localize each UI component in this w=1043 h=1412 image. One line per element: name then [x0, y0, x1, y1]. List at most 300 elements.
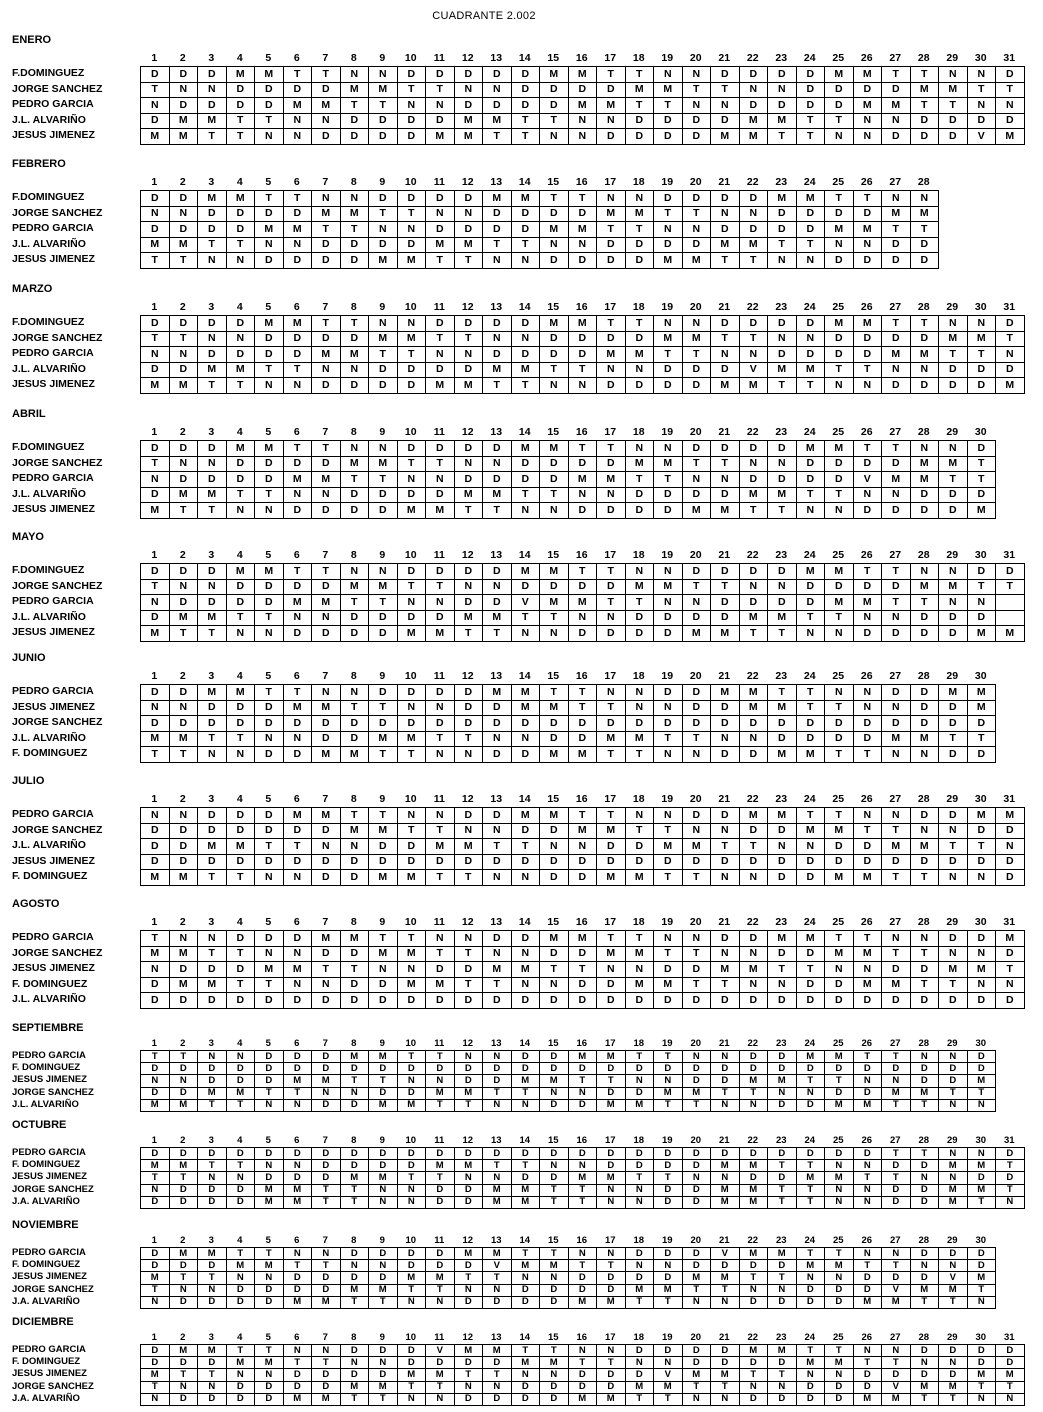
- day-number: 23: [775, 176, 788, 188]
- shift-cell: T: [939, 731, 968, 747]
- month-name: ENERO: [12, 34, 52, 46]
- shift-cell: M: [312, 808, 341, 824]
- shift-cell: D: [711, 700, 740, 716]
- shift-cell: D: [796, 977, 825, 993]
- shift-cell: D: [967, 1357, 996, 1369]
- shift-cell: N: [454, 456, 483, 472]
- shift-cell: D: [682, 685, 711, 701]
- shift-cell: T: [226, 113, 255, 129]
- shift-cell: D: [255, 1393, 284, 1405]
- day-number: 23: [775, 426, 788, 438]
- shift-cell: T: [483, 1369, 512, 1381]
- day-number: 15: [547, 670, 560, 682]
- shift-cell: M: [768, 1345, 797, 1357]
- shift-cell: N: [369, 441, 398, 457]
- shift-cell: D: [454, 1260, 483, 1272]
- shift-cell: N: [141, 1296, 170, 1308]
- shift-cell: N: [910, 747, 939, 763]
- shift-cell: N: [340, 441, 369, 457]
- shift-cell: D: [483, 595, 512, 611]
- shift-cell: M: [283, 1075, 312, 1087]
- shift-cell: N: [483, 456, 512, 472]
- shift-cell: D: [568, 1063, 597, 1075]
- shift-cell: T: [369, 808, 398, 824]
- shift-cell: N: [853, 237, 882, 253]
- shift-cell: M: [454, 1248, 483, 1260]
- shift-cell: D: [597, 579, 626, 595]
- shift-cell: T: [825, 1248, 854, 1260]
- shift-cell: T: [654, 472, 683, 488]
- shift-cell: D: [426, 685, 455, 701]
- shift-cell: T: [369, 206, 398, 222]
- shift-cell: T: [226, 1160, 255, 1172]
- day-number: 16: [576, 1135, 588, 1146]
- shift-cell: D: [739, 191, 768, 207]
- day-number: 9: [379, 1038, 385, 1049]
- shift-cell: D: [426, 564, 455, 580]
- shift-cell: M: [825, 1099, 854, 1111]
- shift-cell: D: [654, 685, 683, 701]
- shift-cell: M: [625, 946, 654, 962]
- day-number: 11: [433, 549, 445, 561]
- shift-cell: M: [967, 1272, 996, 1284]
- shift-cell: N: [682, 747, 711, 763]
- shift-cell: N: [454, 931, 483, 947]
- shift-cell: D: [597, 1087, 626, 1099]
- shift-cell: N: [141, 1184, 170, 1196]
- shift-cell: D: [910, 626, 939, 642]
- employee-name: F. DOMINGUEZ: [12, 747, 88, 759]
- day-number: 8: [350, 301, 357, 313]
- shift-cell: T: [796, 1196, 825, 1208]
- shift-cell: T: [711, 1284, 740, 1296]
- table-row: [141, 1284, 996, 1296]
- day-number: 3: [208, 1235, 214, 1246]
- shift-cell: T: [967, 1196, 996, 1208]
- shift-grid: [140, 1147, 1025, 1209]
- shift-cell: M: [511, 1075, 540, 1087]
- table-row: [141, 870, 1025, 886]
- shift-cell: M: [198, 191, 227, 207]
- employee-name: F.DOMINGUEZ: [12, 564, 85, 576]
- shift-cell: D: [711, 595, 740, 611]
- shift-cell: N: [283, 610, 312, 626]
- shift-cell: N: [939, 946, 968, 962]
- shift-cell: D: [283, 931, 312, 947]
- shift-cell: T: [625, 1393, 654, 1405]
- shift-cell: D: [768, 1063, 797, 1075]
- shift-cell: N: [397, 472, 426, 488]
- day-number: 21: [718, 52, 731, 64]
- shift-cell: D: [882, 1196, 911, 1208]
- shift-cell: D: [454, 716, 483, 732]
- shift-cell: D: [768, 222, 797, 238]
- shift-cell: M: [882, 1296, 911, 1308]
- shift-cell: D: [226, 1196, 255, 1208]
- shift-cell: D: [141, 610, 170, 626]
- shift-cell: D: [711, 993, 740, 1009]
- shift-cell: M: [910, 1087, 939, 1099]
- shift-cell: T: [340, 1296, 369, 1308]
- shift-cell: M: [853, 595, 882, 611]
- shift-cell: D: [568, 1099, 597, 1111]
- day-number: 25: [832, 549, 845, 561]
- shift-cell: T: [910, 67, 939, 83]
- shift-cell: N: [426, 1296, 455, 1308]
- shift-cell: D: [511, 931, 540, 947]
- shift-cell: D: [625, 854, 654, 870]
- day-number: 23: [775, 916, 788, 928]
- shift-cell: N: [967, 977, 996, 993]
- shift-cell: D: [768, 1296, 797, 1308]
- employee-names: [12, 807, 102, 885]
- shift-cell: T: [312, 564, 341, 580]
- shift-cell: D: [141, 1148, 170, 1160]
- shift-cell: M: [625, 870, 654, 886]
- shift-cell: D: [141, 362, 170, 378]
- shift-cell: M: [198, 685, 227, 701]
- shift-cell: D: [169, 222, 198, 238]
- day-number: 25: [832, 426, 845, 438]
- shift-cell: D: [511, 854, 540, 870]
- day-number: 20: [689, 426, 702, 438]
- shift-cell: M: [483, 487, 512, 503]
- day-number: 7: [322, 52, 329, 64]
- shift-cell: N: [939, 1051, 968, 1063]
- day-number: 5: [265, 301, 272, 313]
- day-number: 20: [690, 1332, 702, 1343]
- shift-cell: D: [654, 854, 683, 870]
- shift-cell: T: [568, 1075, 597, 1087]
- table-row: [141, 347, 1025, 363]
- shift-cell: M: [369, 579, 398, 595]
- shift-cell: D: [255, 1051, 284, 1063]
- shift-cell: N: [454, 579, 483, 595]
- shift-cell: D: [625, 503, 654, 519]
- shift-cell: D: [625, 1087, 654, 1099]
- shift-cell: N: [312, 191, 341, 207]
- shift-cell: D: [597, 626, 626, 642]
- shift-cell: D: [483, 206, 512, 222]
- shift-cell: N: [454, 1284, 483, 1296]
- shift-cell: M: [226, 1357, 255, 1369]
- shift-cell: T: [654, 1099, 683, 1111]
- shift-cell: D: [283, 823, 312, 839]
- shift-cell: T: [597, 564, 626, 580]
- shift-cell: T: [625, 1172, 654, 1184]
- day-number: 10: [405, 1135, 417, 1146]
- shift-cell: N: [397, 98, 426, 114]
- day-number: 14: [518, 301, 531, 313]
- shift-cell: N: [597, 610, 626, 626]
- shift-cell: M: [967, 626, 996, 642]
- shift-cell: N: [226, 626, 255, 642]
- shift-cell: M: [369, 870, 398, 886]
- shift-cell: D: [369, 1369, 398, 1381]
- shift-cell: T: [312, 1184, 341, 1196]
- day-number: 13: [490, 1332, 502, 1343]
- shift-cell: D: [283, 716, 312, 732]
- shift-cell: D: [682, 191, 711, 207]
- shift-cell: T: [454, 1272, 483, 1284]
- shift-cell: D: [169, 362, 198, 378]
- day-number: 21: [718, 1332, 730, 1343]
- shift-cell: T: [625, 222, 654, 238]
- table-row: [141, 1087, 996, 1099]
- shift-cell: T: [996, 1184, 1025, 1196]
- day-number: 16: [575, 916, 588, 928]
- day-number: 26: [861, 1235, 873, 1246]
- shift-cell: D: [169, 1357, 198, 1369]
- shift-cell: T: [511, 237, 540, 253]
- day-number: 5: [265, 52, 272, 64]
- shift-cell: V: [739, 362, 768, 378]
- day-number: 2: [179, 52, 186, 64]
- shift-cell: D: [910, 253, 939, 269]
- shift-cell: D: [426, 1196, 455, 1208]
- shift-cell: T: [796, 129, 825, 145]
- shift-cell: T: [825, 487, 854, 503]
- day-number: 29: [946, 549, 959, 561]
- shift-cell: N: [711, 206, 740, 222]
- shift-cell: N: [825, 378, 854, 394]
- day-number: 1: [151, 176, 158, 188]
- shift-cell: D: [625, 237, 654, 253]
- day-number: 5: [265, 426, 272, 438]
- day-number: 9: [379, 670, 386, 682]
- day-number: 6: [293, 670, 300, 682]
- shift-cell: N: [768, 1381, 797, 1393]
- shift-cell: M: [312, 1296, 341, 1308]
- shift-cell: D: [255, 1296, 284, 1308]
- shift-cell: D: [198, 1357, 227, 1369]
- shift-cell: N: [739, 1284, 768, 1296]
- shift-cell: D: [768, 1051, 797, 1063]
- shift-cell: T: [511, 1160, 540, 1172]
- shift-cell: D: [454, 441, 483, 457]
- shift-cell: N: [682, 98, 711, 114]
- shift-cell: D: [369, 503, 398, 519]
- day-number: 6: [294, 1135, 300, 1146]
- shift-cell: T: [141, 579, 170, 595]
- shift-cell: N: [853, 700, 882, 716]
- day-number: 10: [405, 1038, 417, 1049]
- shift-cell: D: [967, 854, 996, 870]
- table-row: [141, 316, 1025, 332]
- shift-cell: N: [312, 839, 341, 855]
- shift-cell: T: [568, 1357, 597, 1369]
- shift-cell: T: [882, 1260, 911, 1272]
- day-number: 28: [917, 52, 930, 64]
- day-number: 23: [775, 793, 788, 805]
- shift-cell: D: [825, 82, 854, 98]
- shift-cell: D: [397, 441, 426, 457]
- day-number: 19: [661, 916, 674, 928]
- shift-cell: M: [910, 472, 939, 488]
- shift-cell: D: [768, 564, 797, 580]
- table-row: [141, 716, 996, 732]
- shift-cell: M: [625, 977, 654, 993]
- day-number: 22: [746, 426, 759, 438]
- shift-cell: N: [454, 747, 483, 763]
- shift-cell: D: [511, 1063, 540, 1075]
- shift-cell: D: [483, 98, 512, 114]
- shift-cell: N: [169, 1075, 198, 1087]
- shift-cell: T: [796, 700, 825, 716]
- shift-cell: N: [511, 731, 540, 747]
- shift-cell: M: [882, 1393, 911, 1405]
- day-number: 2: [179, 793, 186, 805]
- shift-cell: D: [226, 1148, 255, 1160]
- shift-cell: D: [198, 716, 227, 732]
- day-number: 28: [917, 793, 930, 805]
- day-number: 17: [604, 301, 617, 313]
- employee-name: F.DOMINGUEZ: [12, 316, 85, 328]
- day-number: 2: [179, 301, 186, 313]
- shift-cell: D: [654, 503, 683, 519]
- shift-cell: N: [796, 503, 825, 519]
- shift-cell: T: [340, 595, 369, 611]
- table-row: [141, 1272, 996, 1284]
- day-number: 21: [718, 1135, 730, 1146]
- shift-cell: D: [768, 206, 797, 222]
- employee-names: [12, 563, 102, 641]
- shift-cell: N: [369, 316, 398, 332]
- shift-cell: N: [882, 610, 911, 626]
- shift-cell: T: [882, 946, 911, 962]
- shift-cell: D: [255, 1075, 284, 1087]
- day-number: 30: [974, 549, 987, 561]
- shift-cell: D: [169, 854, 198, 870]
- shift-cell: T: [967, 472, 996, 488]
- shift-cell: D: [198, 67, 227, 83]
- shift-cell: T: [169, 1051, 198, 1063]
- shift-cell: D: [540, 716, 569, 732]
- shift-cell: D: [340, 1369, 369, 1381]
- shift-cell: D: [511, 1381, 540, 1393]
- shift-cell: D: [910, 1196, 939, 1208]
- shift-cell: D: [169, 1148, 198, 1160]
- day-number: 5: [265, 916, 272, 928]
- shift-cell: M: [483, 1196, 512, 1208]
- shift-cell: D: [312, 626, 341, 642]
- day-number: 11: [434, 1135, 445, 1146]
- shift-cell: T: [939, 1393, 968, 1405]
- shift-cell: D: [283, 747, 312, 763]
- shift-cell: D: [255, 1063, 284, 1075]
- shift-cell: M: [169, 129, 198, 145]
- day-number: 2: [179, 549, 186, 561]
- shift-cell: M: [597, 1172, 626, 1184]
- shift-cell: M: [597, 946, 626, 962]
- shift-cell: D: [483, 472, 512, 488]
- day-number: 7: [322, 1332, 328, 1343]
- shift-cell: T: [711, 456, 740, 472]
- shift-cell: N: [198, 747, 227, 763]
- month-name: JUNIO: [12, 652, 46, 664]
- shift-cell: T: [397, 82, 426, 98]
- day-number: 5: [265, 549, 272, 561]
- shift-cell: D: [625, 129, 654, 145]
- day-number: 20: [689, 549, 702, 561]
- shift-cell: T: [141, 1051, 170, 1063]
- shift-cell: D: [255, 700, 284, 716]
- shift-cell: D: [226, 1296, 255, 1308]
- shift-cell: M: [141, 503, 170, 519]
- shift-cell: M: [768, 808, 797, 824]
- shift-cell: T: [568, 962, 597, 978]
- shift-cell: M: [283, 316, 312, 332]
- shift-cell: N: [255, 1369, 284, 1381]
- shift-cell: N: [283, 113, 312, 129]
- shift-cell: D: [796, 98, 825, 114]
- shift-cell: N: [568, 487, 597, 503]
- shift-cell: D: [768, 1148, 797, 1160]
- day-number: 25: [832, 176, 845, 188]
- shift-cell: T: [397, 1381, 426, 1393]
- shift-cell: D: [853, 1369, 882, 1381]
- shift-cell: M: [796, 747, 825, 763]
- shift-cell: D: [711, 610, 740, 626]
- shift-cell: N: [397, 808, 426, 824]
- shift-cell: N: [597, 487, 626, 503]
- shift-cell: M: [369, 1381, 398, 1393]
- shift-cell: D: [169, 823, 198, 839]
- shift-cell: M: [426, 626, 455, 642]
- day-number: 16: [575, 426, 588, 438]
- shift-cell: M: [625, 731, 654, 747]
- shift-cell: D: [540, 206, 569, 222]
- shift-cell: N: [312, 1345, 341, 1357]
- shift-cell: D: [226, 1063, 255, 1075]
- table-row: [141, 610, 1025, 626]
- shift-cell: M: [939, 1196, 968, 1208]
- shift-cell: D: [255, 579, 284, 595]
- shift-cell: M: [340, 82, 369, 98]
- shift-cell: T: [910, 1296, 939, 1308]
- shift-cell: M: [711, 1369, 740, 1381]
- day-number: 25: [832, 916, 845, 928]
- shift-cell: M: [198, 487, 227, 503]
- employee-name: J.L. ALVARIÑO: [12, 839, 86, 851]
- shift-cell: D: [711, 1148, 740, 1160]
- day-number: 4: [237, 1332, 243, 1343]
- shift-cell: M: [825, 1172, 854, 1184]
- shift-cell: D: [654, 1248, 683, 1260]
- shift-cell: D: [169, 1063, 198, 1075]
- shift-cell: N: [711, 1099, 740, 1111]
- shift-cell: N: [568, 839, 597, 855]
- day-number: 22: [746, 916, 759, 928]
- shift-cell: M: [369, 823, 398, 839]
- shift-cell: T: [226, 237, 255, 253]
- shift-cell: N: [483, 1381, 512, 1393]
- shift-cell: D: [454, 1357, 483, 1369]
- shift-cell: D: [853, 993, 882, 1009]
- shift-cell: N: [397, 1393, 426, 1405]
- shift-cell: D: [967, 1063, 996, 1075]
- shift-cell: D: [226, 222, 255, 238]
- shift-cell: M: [454, 610, 483, 626]
- shift-cell: D: [226, 808, 255, 824]
- shift-cell: M: [369, 1051, 398, 1063]
- shift-cell: N: [654, 700, 683, 716]
- shift-cell: D: [711, 1075, 740, 1087]
- shift-cell: D: [312, 870, 341, 886]
- day-number: 18: [632, 670, 645, 682]
- day-number: 19: [661, 1038, 673, 1049]
- shift-cell: V: [967, 129, 996, 145]
